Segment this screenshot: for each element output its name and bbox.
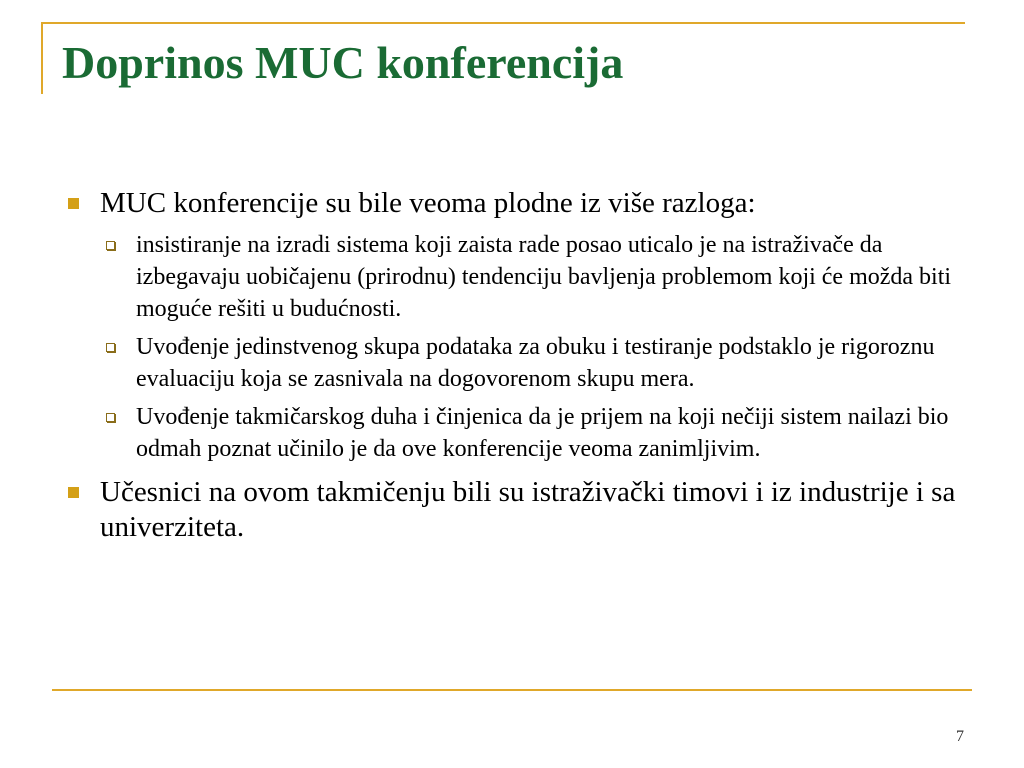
slide-title: Doprinos MUC konferencija: [62, 37, 624, 88]
title-accent-vertical-line: [41, 22, 43, 94]
footer-divider-line: [52, 689, 972, 691]
filled-square-bullet-icon: [68, 487, 79, 498]
sub-bullet-text: Uvođenje jedinstvenog skupa podataka za obuku i testiranje podstaklo je rigoroznu evaluaciju koja se zasnivala na dogovorenom skupu mera.: [136, 334, 935, 392]
slide-body: [62, 186, 967, 553]
hollow-square-bullet-icon: [106, 343, 115, 352]
page-number: 7: [956, 728, 964, 745]
bullet-text: Učesnici na ovom takmičenju bili su istraživački timovi i iz industrije i sa univerziteta.: [100, 476, 956, 543]
hollow-square-bullet-icon: [106, 241, 115, 250]
sub-bullet-text: Uvođenje takmičarskog duha i činjenica da je prijem na koji nečiji sistem nailazi bio odmah poznat učinilo je da ove konferencije veoma zanimljivim.: [136, 404, 949, 462]
sub-bullet-list: [62, 229, 967, 465]
sub-bullet-item: [62, 229, 967, 325]
bullet-item: [62, 475, 967, 545]
bullet-item: [62, 186, 967, 221]
sub-bullet-item: [62, 401, 967, 465]
sub-bullet-item: [62, 331, 967, 395]
bullet-text: MUC konferencije su bile veoma plodne iz više razloga:: [100, 187, 756, 219]
filled-square-bullet-icon: [68, 198, 79, 209]
sub-bullet-text: insistiranje na izradi sistema koji zaista rade posao uticalo je na istraživače da izbegavaju uobičajenu (prirodnu) tendenciju bavljenja problemom koji će možda biti moguće rešiti u budućnosti.: [136, 232, 952, 322]
hollow-square-bullet-icon: [106, 413, 115, 422]
title-accent-top-line: [41, 22, 965, 24]
